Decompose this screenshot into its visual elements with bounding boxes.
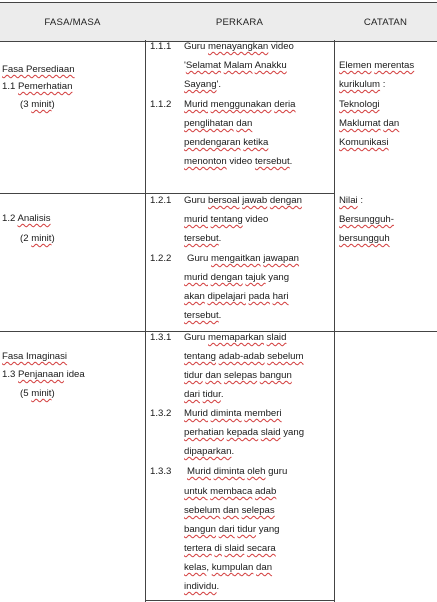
item-text-line: Murid diminta memberi <box>184 408 282 419</box>
item-text-line: kelas, kumpulan dan <box>184 562 273 573</box>
item-text-line: Guru memaparkan slaid <box>184 332 287 343</box>
item-number: 1.1.2 <box>150 99 172 110</box>
fasa-imaginasi-title: Fasa Imaginasi <box>2 351 68 362</box>
fasa-step-penjanaan: 1.3 Penjanaan idea <box>2 369 85 380</box>
item-text-line: Murid diminta oleh guru <box>187 466 288 477</box>
item-text-line: murid dengan tajuk yang <box>184 272 290 283</box>
fasa-persediaan-title: Fasa Persediaan <box>2 64 75 75</box>
header-fasa-masa: FASA/MASA <box>0 2 146 42</box>
item-number: 1.2.2 <box>150 253 172 264</box>
column-divider <box>334 40 335 602</box>
item-text-line: perhatian kepada slaid yang <box>184 427 305 438</box>
item-text-line: Sayang'. <box>184 79 222 90</box>
fasa-step-analisis: 1.2 Analisis <box>2 213 51 224</box>
item-text-line: tentang adab-adab sebelum <box>184 351 304 362</box>
fasa-step-pemerhatian: 1.1 Pemerhatian <box>2 81 73 92</box>
item-number: 1.2.1 <box>150 195 172 206</box>
catatan-line: Nilai : <box>339 195 364 206</box>
item-number: 1.3.2 <box>150 408 172 419</box>
item-number: 1.3.1 <box>150 332 172 343</box>
item-text-line: tidur dan selepas bangun <box>184 370 292 381</box>
item-text-line: pendengaran ketika <box>184 137 269 148</box>
item-number: 1.1.1 <box>150 41 172 52</box>
item-text-line: Guru menayangkan video <box>184 41 294 52</box>
item-text-line: akan dipelajari pada hari <box>184 291 289 302</box>
item-text-line: 'Selamat Malam Anakku <box>184 60 287 71</box>
item-text-line: tersebut. <box>184 233 222 244</box>
item-text-line: penglihatan dan <box>184 118 253 129</box>
catatan-line: bersungguh <box>339 233 390 244</box>
catatan-line: Elemen merentas <box>339 60 415 71</box>
item-text-line: untuk membaca adab <box>184 486 277 497</box>
fasa-time: (5 minit) <box>20 388 55 399</box>
row-divider <box>145 600 334 601</box>
item-number: 1.3.3 <box>150 466 172 477</box>
item-text-line: sebelum dan selepas <box>184 505 275 516</box>
item-text-line: murid tentang video <box>184 214 269 225</box>
header-catatan: CATATAN <box>334 2 437 42</box>
item-text-line: dipaparkan. <box>184 446 235 457</box>
item-text-line: tersebut. <box>184 310 222 321</box>
item-text-line: Guru bersoal jawab dengan <box>184 195 302 206</box>
item-text-line: Murid menggunakan deria <box>184 99 296 110</box>
item-text-line: Guru mengaitkan jawapan <box>187 253 300 264</box>
catatan-line: Teknologi <box>339 99 380 110</box>
catatan-line: Bersungguh- <box>339 214 394 225</box>
fasa-time: (3 minit) <box>20 99 55 110</box>
catatan-line: Maklumat dan <box>339 118 400 129</box>
header-perkara: PERKARA <box>145 2 335 42</box>
catatan-line: Komunikasi <box>339 137 389 148</box>
item-text-line: menonton video tersebut. <box>184 156 293 167</box>
column-divider <box>145 40 146 602</box>
item-text-line: individu. <box>184 581 220 592</box>
fasa-time: (2 minit) <box>20 233 55 244</box>
item-text-line: dari tidur. <box>184 389 224 400</box>
row-divider <box>0 193 334 194</box>
item-text-line: bangun dari tidur yang <box>184 524 280 535</box>
catatan-line: kurikulum : <box>339 79 386 90</box>
item-text-line: tertera di slaid secara <box>184 543 276 554</box>
